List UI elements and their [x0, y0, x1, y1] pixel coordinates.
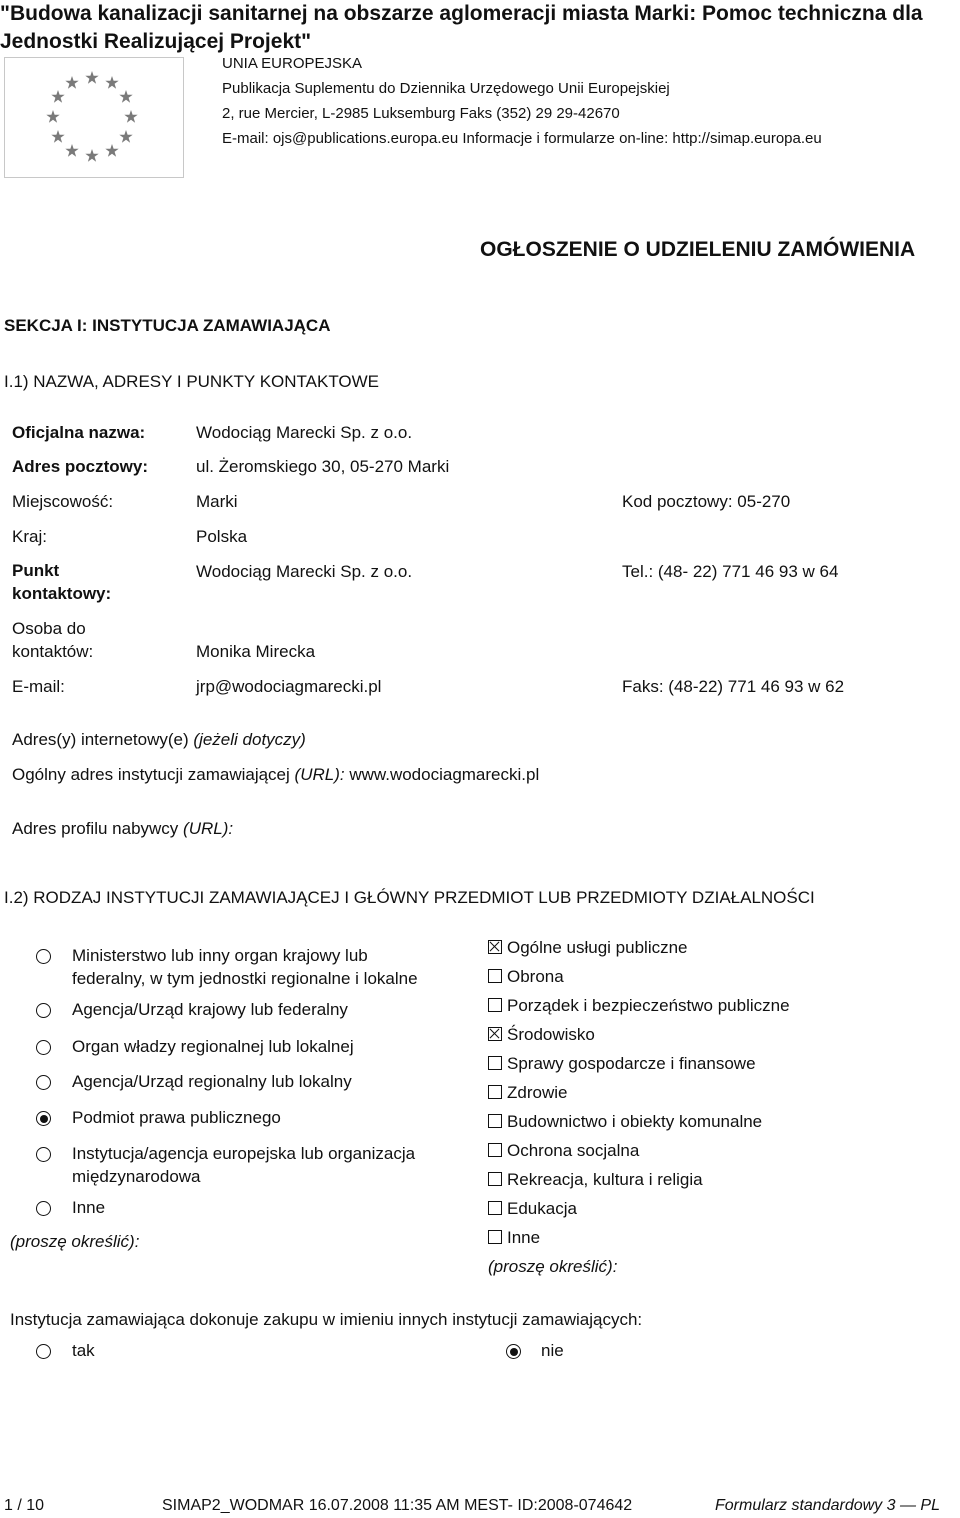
form-name: Formularz standardowy 3 — PL	[715, 1497, 940, 1514]
phone-value: Tel.: (48- 22) 771 46 93 w 64	[622, 562, 839, 581]
buyer-profile-row	[12, 819, 233, 839]
radio-selected-dot	[510, 1348, 518, 1356]
activity-defence-checkbox[interactable]	[488, 969, 502, 983]
publisher-contact: E-mail: ojs@publications.europa.eu Informacje i formularze on-line: http://simap.europa.eu	[222, 130, 822, 147]
postcode: Kod pocztowy: 05-270	[622, 492, 791, 511]
authority-other-radio[interactable]	[36, 1201, 51, 1216]
document-code: SIMAP2_WODMAR 16.07.2008 11:35 AM MEST- ID:2008-074642	[162, 1497, 633, 1514]
activity-recreation-checkbox[interactable]	[488, 1172, 502, 1186]
activity-recreation-label: Rekreacja, kultura i religia	[507, 1170, 703, 1189]
authority-european-label-line1: Instytucja/agencja europejska lub organizacja	[72, 1144, 416, 1163]
publisher-address: 2, rue Mercier, L-2985 Luksemburg Faks (352) 29 29-42670	[222, 105, 620, 122]
activity-housing-checkbox[interactable]	[488, 1114, 502, 1128]
contact-point-label-line1: Punkt	[12, 561, 60, 580]
authority-ministry-radio[interactable]	[36, 949, 51, 964]
activity-environment-label: Środowisko	[507, 1025, 595, 1044]
section-title: SEKCJA I: INSTYTUCJA ZAMAWIAJĄCA	[4, 316, 331, 335]
postal-address-value: ul. Żeromskiego 30, 05-270 Marki	[196, 457, 450, 476]
general-url-suffix: (URL):	[294, 765, 345, 784]
activity-other-checkbox[interactable]	[488, 1230, 502, 1244]
authority-european-label-line2: międzynarodowa	[72, 1167, 201, 1186]
activity-heading: I.2) RODZAJ INSTYTUCJI ZAMAWIAJĄCEJ I GŁÓWNY PRZEDMIOT LUB PRZEDMIOTY DZIAŁALNOŚCI	[4, 888, 815, 907]
activity-general-services-label: Ogólne usługi publiczne	[507, 938, 688, 957]
publisher-line: Publikacja Suplementu do Dziennika Urzędowego Unii Europejskiej	[222, 80, 670, 97]
activity-social-checkbox[interactable]	[488, 1143, 502, 1157]
on-behalf-yes-label: tak	[72, 1341, 95, 1360]
authority-regional-body-label: Organ władzy regionalnej lub lokalnej	[72, 1037, 354, 1056]
country-value: Polska	[196, 527, 248, 546]
contact-point-label-line2: kontaktowy:	[12, 584, 112, 603]
authority-regional-agency-radio[interactable]	[36, 1075, 51, 1090]
eu-flag-logo	[4, 57, 184, 178]
country-label: Kraj:	[12, 527, 47, 546]
activity-economic-label: Sprawy gospodarcze i finansowe	[507, 1054, 756, 1073]
contact-point-label	[12, 559, 111, 605]
internet-addresses-heading	[12, 730, 306, 750]
activity-general-services-checkbox[interactable]	[488, 940, 502, 954]
activity-health-checkbox[interactable]	[488, 1085, 502, 1099]
contacts-heading: I.1) NAZWA, ADRESY I PUNKTY KONTAKTOWE	[4, 372, 380, 391]
on-behalf-yes-radio[interactable]	[36, 1344, 51, 1359]
postal-address-label: Adres pocztowy:	[12, 457, 149, 476]
authority-national-agency-radio[interactable]	[36, 1003, 51, 1018]
radio-selected-dot	[40, 1115, 48, 1123]
fax-value: Faks: (48-22) 771 46 93 w 62	[622, 677, 845, 696]
authority-european-radio[interactable]	[36, 1147, 51, 1162]
authority-ministry-label-line1: Ministerstwo lub inny organ krajowy lub	[72, 946, 368, 965]
authority-public-law-label: Podmiot prawa publicznego	[72, 1108, 281, 1127]
authority-european-label	[72, 1142, 415, 1188]
internet-heading-text: Adres(y) internetowy(e)	[12, 730, 189, 749]
contact-person-label-line1: Osoba do	[12, 619, 86, 638]
general-url-value: www.wodociagmarecki.pl	[349, 765, 540, 784]
contact-person-value: Monika Mirecka	[196, 642, 316, 661]
document-title: "Budowa kanalizacji sanitarnej na obszarze aglomeracji miasta Marki: Pomoc techniczna dla Jednostki Realizującej Projekt"	[0, 2, 923, 53]
activity-public-order-checkbox[interactable]	[488, 998, 502, 1012]
authority-other-label: Inne	[72, 1198, 106, 1217]
page-number: 1 / 10	[4, 1497, 45, 1514]
on-behalf-no-radio[interactable]	[506, 1344, 521, 1359]
contact-person-label	[12, 617, 93, 663]
authority-regional-body-radio[interactable]	[36, 1040, 51, 1055]
activity-public-order-label: Porządek i bezpieczeństwo publiczne	[507, 996, 790, 1015]
authority-other-specify: (proszę określić):	[10, 1232, 140, 1251]
general-url-label: Ogólny adres instytucji zamawiającej	[12, 765, 290, 784]
activity-other-specify: (proszę określić):	[488, 1257, 618, 1276]
activity-economic-checkbox[interactable]	[488, 1056, 502, 1070]
activity-environment-checkbox[interactable]	[488, 1027, 502, 1041]
contact-point-value: Wodociąg Marecki Sp. z o.o.	[196, 562, 413, 581]
authority-public-law-radio[interactable]	[36, 1111, 51, 1126]
activity-other-label: Inne	[507, 1228, 541, 1247]
buyer-profile-suffix: (URL):	[183, 819, 234, 838]
on-behalf-question: Instytucja zamawiająca dokonuje zakupu w imieniu innych instytucji zamawiających:	[10, 1310, 643, 1329]
email-label: E-mail:	[12, 677, 65, 696]
contact-person-label-line2: kontaktów:	[12, 642, 94, 661]
on-behalf-no-label: nie	[541, 1341, 564, 1360]
authority-national-agency-label: Agencja/Urząd krajowy lub federalny	[72, 1000, 348, 1019]
notice-title: OGŁOSZENIE O UDZIELENIU ZAMÓWIENIA	[480, 238, 916, 261]
activity-education-checkbox[interactable]	[488, 1201, 502, 1215]
activity-social-label: Ochrona socjalna	[507, 1141, 640, 1160]
official-name-value: Wodociąg Marecki Sp. z o.o.	[196, 423, 413, 442]
activity-defence-label: Obrona	[507, 967, 564, 986]
official-name-label: Oficjalna nazwa:	[12, 423, 146, 442]
authority-ministry-label-line2: federalny, w tym jednostki regionalne i lokalne	[72, 969, 418, 988]
authority-regional-agency-label: Agencja/Urząd regionalny lub lokalny	[72, 1072, 352, 1091]
authority-ministry-label	[72, 944, 418, 990]
activity-housing-label: Budownictwo i obiekty komunalne	[507, 1112, 763, 1131]
activity-education-label: Edukacja	[507, 1199, 577, 1218]
buyer-profile-label: Adres profilu nabywcy	[12, 819, 179, 838]
email-value: jrp@wodociagmarecki.pl	[196, 677, 382, 696]
general-url-row	[12, 765, 539, 785]
town-value: Marki	[196, 492, 238, 511]
eu-stars-icon	[5, 58, 183, 177]
town-label: Miejscowość:	[12, 492, 114, 511]
publisher-name: UNIA EUROPEJSKA	[222, 55, 363, 72]
internet-heading-note: (jeżeli dotyczy)	[193, 730, 306, 749]
activity-health-label: Zdrowie	[507, 1083, 568, 1102]
